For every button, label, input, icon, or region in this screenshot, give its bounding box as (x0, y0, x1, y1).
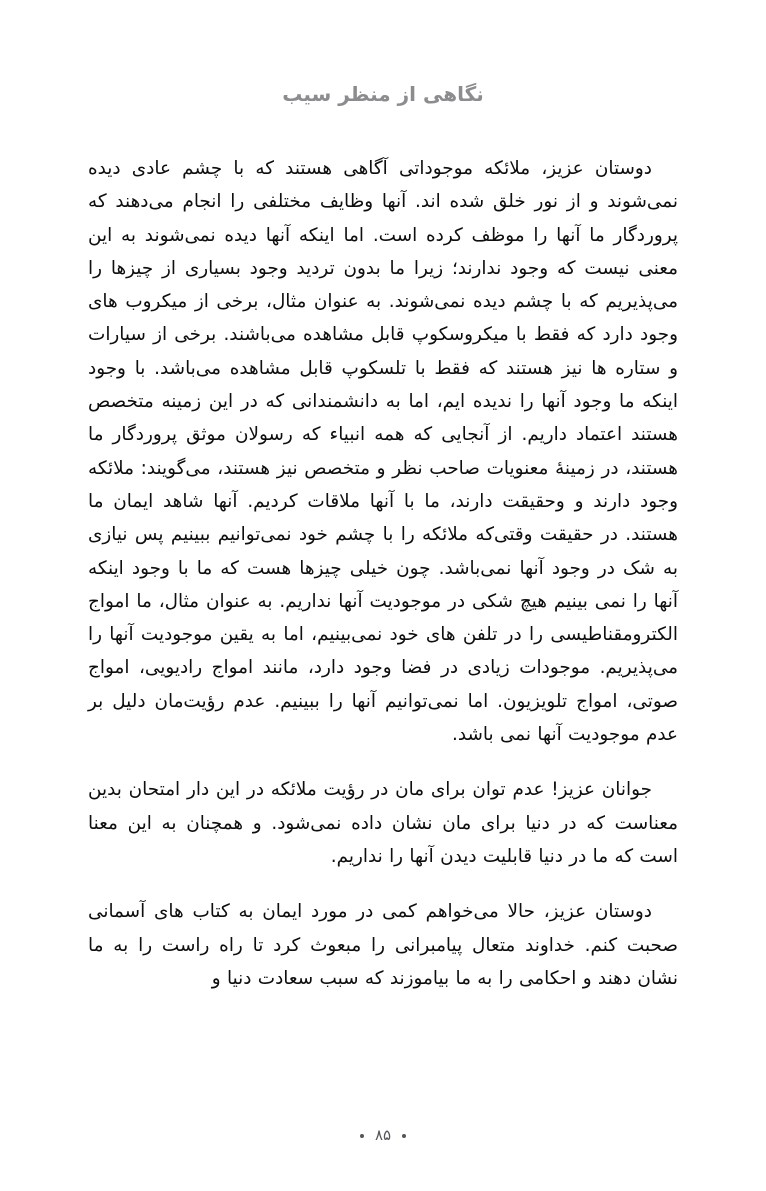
folio (360, 1128, 406, 1143)
page-footer (0, 1123, 766, 1144)
page-number: ۸۵ (374, 1126, 392, 1144)
paragraph-2: جوانان عزیز! عدم توان برای مان در رؤیت ملائکه در این دار امتحان بدین معناست که در دنیا برای مان نشان داده نمی‌شود. و همچنان به این معنا است که ما در دنیا قابلیت دیدن آنها را نداریم. (88, 779, 678, 867)
ornament-dot-left-icon (402, 1134, 406, 1138)
chapter-title: نگاهی از منظر سیب (282, 82, 484, 107)
page-header (0, 68, 766, 121)
paragraph-1: دوستان عزیز، ملائکه موجوداتی آگاهی هستند که با چشم عادی دیده نمی‌شوند و از نور خلق شده اند. آنها وظایف مختلفی را انجام می‌دهند که پروردگار ما آنها را موظف کرده است. اما اینکه آنها دیده نمی‌شوند به این معنی نیست که وجود ندارند؛ زیرا ما بدون تردید وجود بسیاری از چیزها را می‌پذیریم که با چشم دیده نمی‌شوند. به عنوان مثال، برخی از میکروب های وجود دارد که فقط با میکروسکوپ قابل مشاهده می‌باشند. برخی از سیارات و ستاره ها نیز هستند که فقط با تلسکوپ قابل مشاهده می‌باشد. با وجود اینکه ما وجود آنها را ندیده ایم، اما به دانشمندانی که در این زمینه متخصص هستند اعتماد داریم. از آنجایی که همه انبیاء که رسولان موثق پروردگار ما هستند، در زمینهٔ معنویات صاحب نظر و متخصص نیز هستند، می‌گویند: ملائکه وجود دارند و وحقیقت دارند، ما با آنها ملاقات کردیم. آنها شاهد ایمان ما هستند. در حقیقت وقتی‌که ملائکه را با چشم خود نمی‌توانیم ببینیم پس نیازی به شک در وجود آنها نمی‌باشد. چون خیلی چیزها هست که ما با وجود اینکه آنها را نمی بینیم هیچ شکی در موجودیت آنها نداریم. به عنوان مثال، ما امواج الکترومقناطیسی را در تلفن های خود نمی‌بینیم، اما به یقین موجودیت آنها را می‌پذیریم. موجودات زیادی در فضا وجود دارد، مانند امواج رادیویی، امواج صوتی، امواج تلویزیون. اما نمی‌توانیم آنها را ببینیم. عدم رؤیت‌مان دلیل بر عدم موجودیت آنها نمی باشد. (88, 158, 678, 746)
paragraph-3: دوستان عزیز، حالا می‌خواهم کمی در مورد ایمان به کتاب های آسمانی صحبت کنم. خداوند متعال پیامبرانی را مبعوث کرد تا راه راست را به ما نشان دهند و احکامی را به ما بیاموزند که سبب سعادت دنیا و (88, 901, 678, 989)
body-text (88, 152, 678, 995)
ornament-dot-right-icon (360, 1134, 364, 1138)
